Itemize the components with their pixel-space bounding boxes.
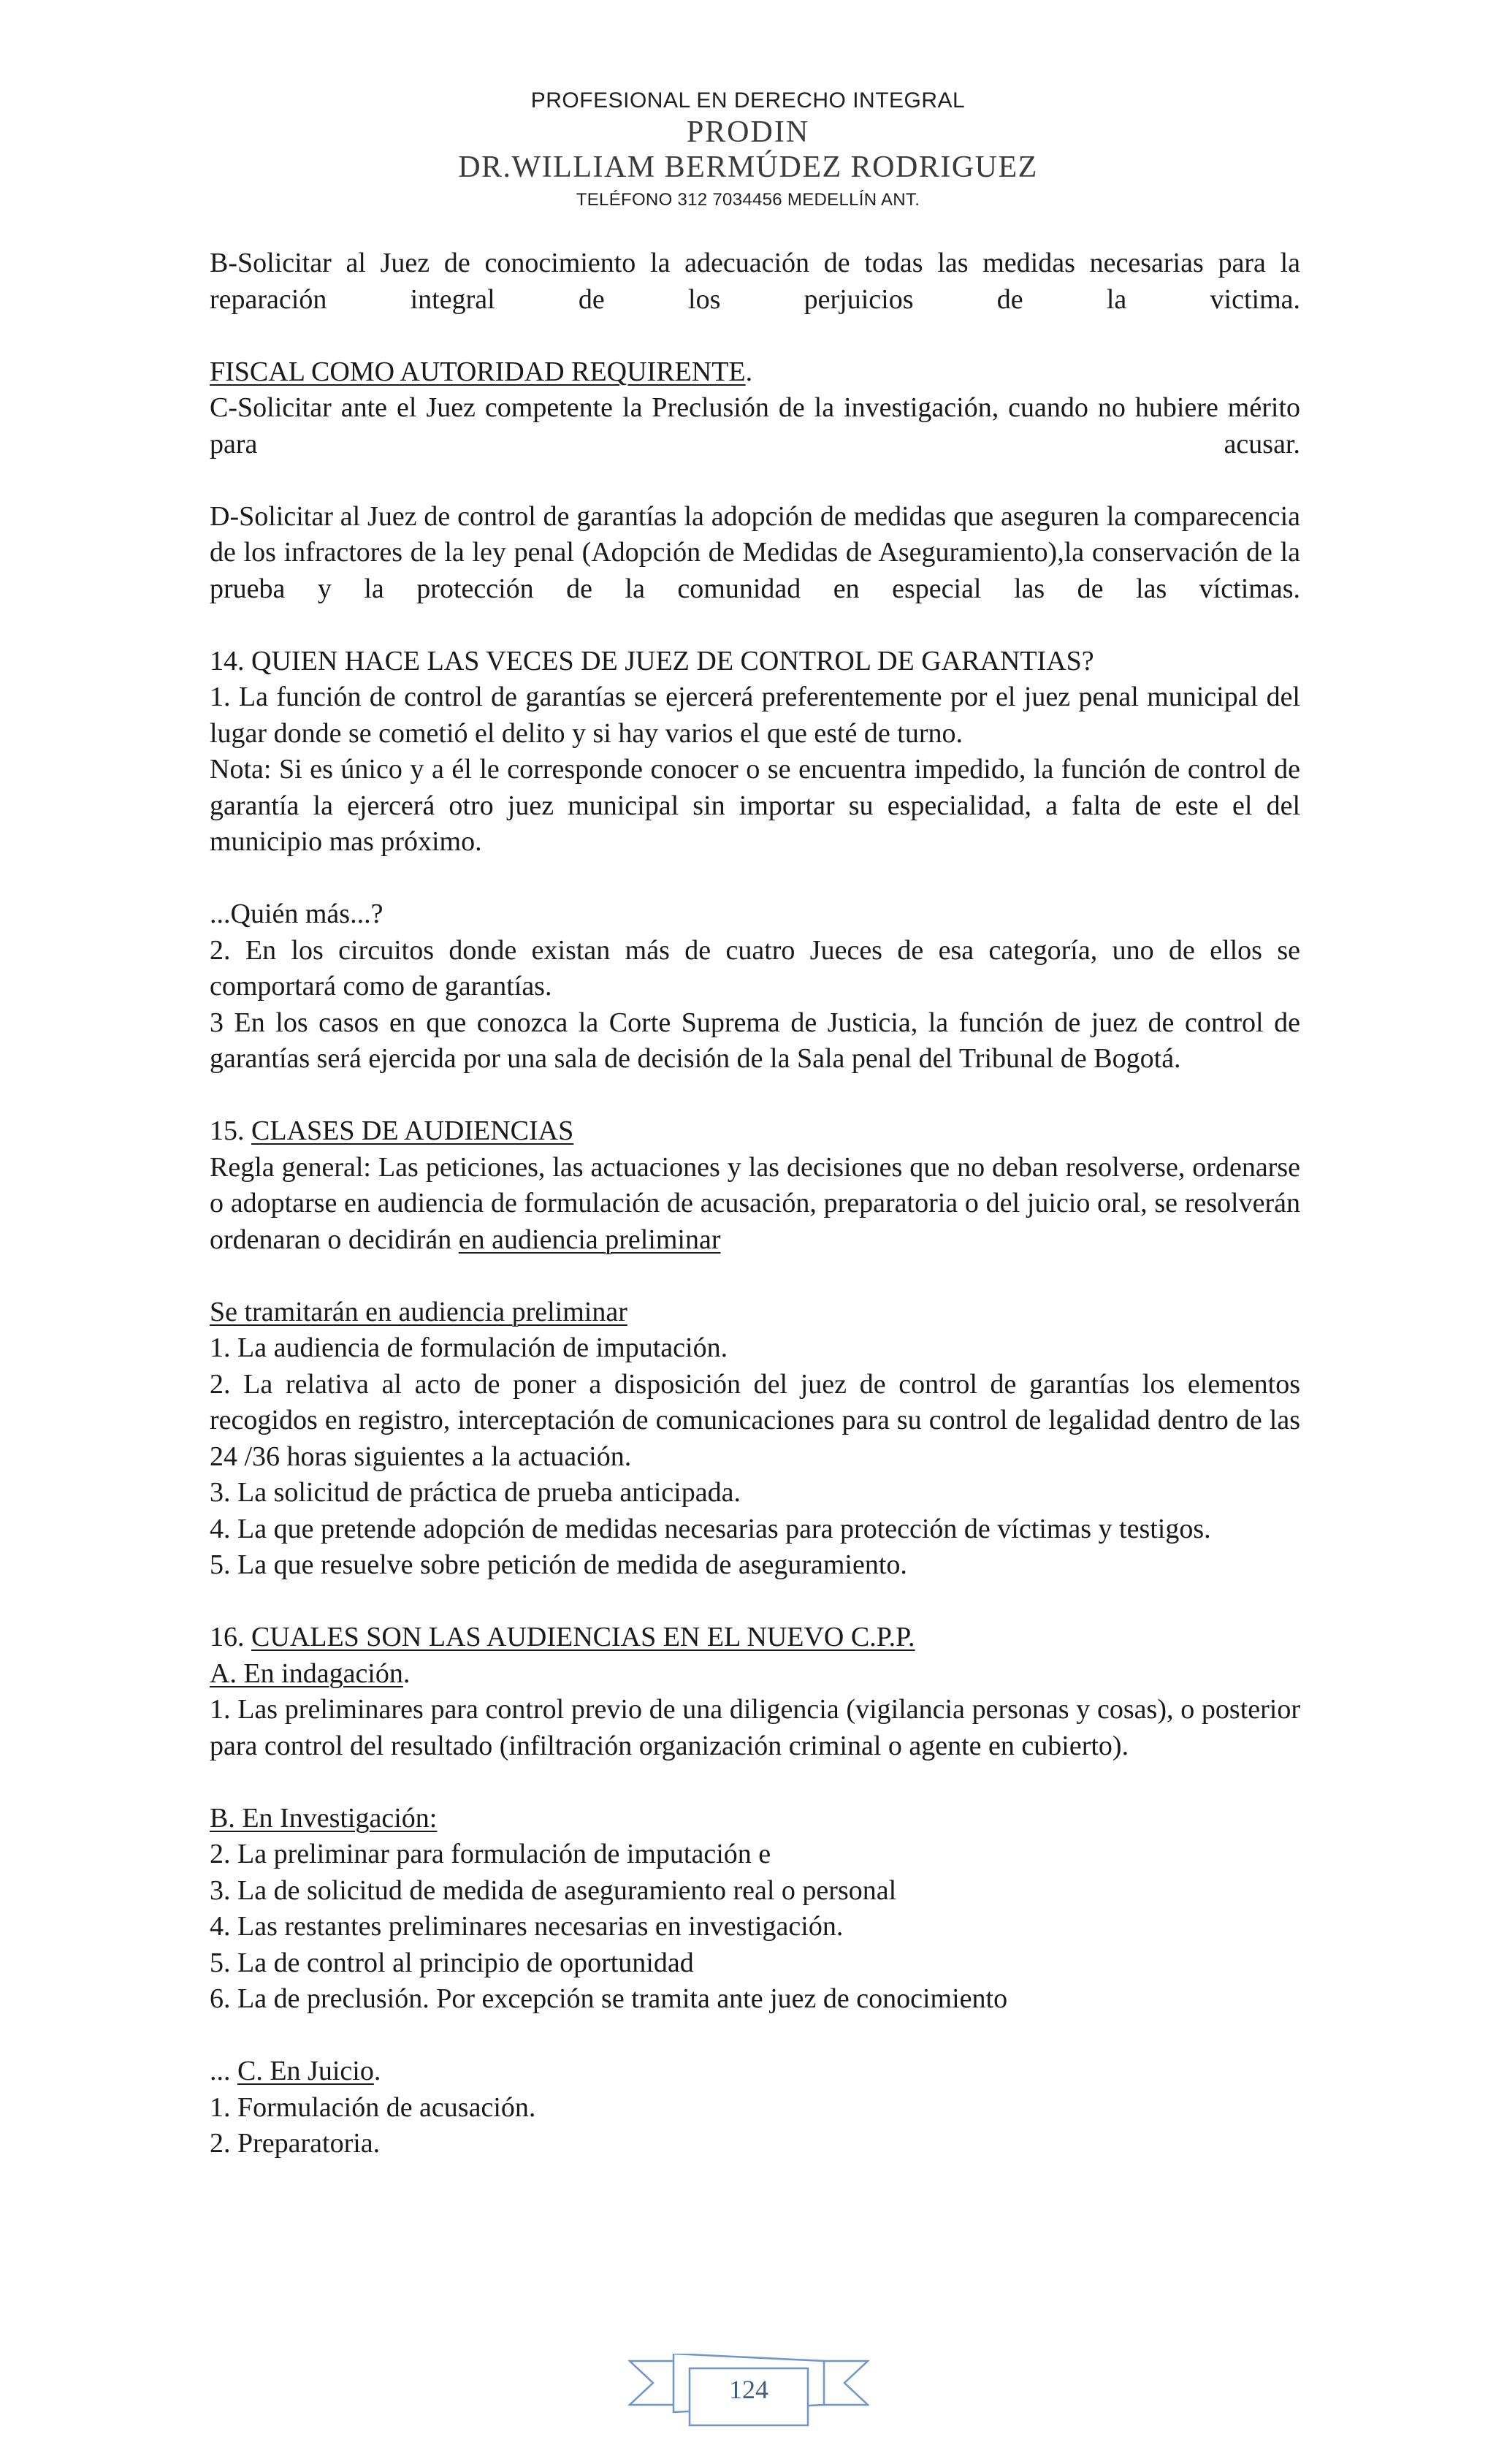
heading-fiscal: FISCAL COMO AUTORIDAD REQUIRENTE. — [210, 356, 753, 387]
paragraph-d-solicitar: D-Solicitar al Juez de control de garantías la adopción de medidas que aseguren la comparecencia de los infractores de la ley penal (Adopción de Medidas de Aseguramiento),la conservación de la prueba y la protección de la comunidad en especial las de las víctimas. — [210, 500, 1300, 604]
tramitaran-heading: Se tramitarán en audiencia preliminar — [210, 1296, 627, 1327]
question-15-title: CLASES DE AUDIENCIAS — [251, 1115, 574, 1146]
letterhead-name: DR.WILLIAM BERMÚDEZ RODRIGUEZ — [458, 150, 1038, 184]
answer-14-2: 2. En los circuitos donde existan más de cuatro Jueces de esa categoría, uno de ellos se comportará como de garantías. — [210, 934, 1300, 1002]
question-16-title: CUALES SON LAS AUDIENCIAS EN EL NUEVO C.P.P. — [251, 1622, 915, 1652]
quien-mas: ...Quién más...? — [210, 899, 383, 929]
page-number-ribbon — [628, 2354, 869, 2430]
question-15: 15. CLASES DE AUDIENCIAS — [210, 1115, 574, 1146]
tramite-item-3: 3. La solicitud de práctica de prueba anticipada. — [210, 1477, 741, 1508]
juicio-item-1: 1. Formulación de acusación. — [210, 2091, 536, 2123]
heading-investigacion: B. En Investigación: — [210, 1802, 438, 1834]
investigacion-item-2: 2. La preliminar para formulación de imputación e — [210, 1839, 771, 1869]
investigacion-item-5: 5. La de control al principio de oportunidad — [210, 1947, 694, 1978]
investigacion-item-4: 4. Las restantes preliminares necesarias en investigación. — [210, 1911, 844, 1942]
answer-14-1: 1. La función de control de garantías se ejercerá preferentemente por el juez penal municipal del lugar donde se cometió el delito y si hay varios el que esté de turno. — [210, 682, 1300, 749]
answer-14-note: Nota: Si es único y a él le corresponde conocer o se encuentra impedido, la función de control de garantía la ejercerá otro juez municipal sin importar su especialidad, a falta de este el del municipio mas próximo. — [210, 754, 1300, 857]
heading-indagacion: A. En indagación. — [210, 1658, 411, 1689]
letterhead — [0, 86, 1496, 215]
tramite-item-1: 1. La audiencia de formulación de imputación. — [210, 1332, 728, 1363]
regla-general: Regla general: Las peticiones, las actuaciones y las decisiones que no deban resolverse, ordenarse o adoptarse en audiencia de formulación de acusación, preparatoria o del juicio oral, se resolverán ordenaran o decidirán en audiencia preliminar — [210, 1151, 1300, 1255]
paragraph-b-solicitar: B-Solicitar al Juez de conocimiento la adecuación de todas las medidas necesarias para la reparación integral de los perjuicios de la victima. — [210, 248, 1300, 315]
tramite-item-4: 4. La que pretende adopción de medidas necesarias para protección de víctimas y testigos. — [210, 1513, 1211, 1544]
regla-underlined: en audiencia preliminar — [458, 1224, 721, 1255]
investigacion-item-6: 6. La de preclusión. Por excepción se tramita ante juez de conocimiento — [210, 1983, 1008, 2014]
juicio-item-2: 2. Preparatoria. — [210, 2128, 381, 2159]
question-16: 16. CUALES SON LAS AUDIENCIAS EN EL NUEVO C.P.P. — [210, 1622, 915, 1652]
page-number: 124 — [729, 2375, 768, 2404]
indagacion-item-1: 1. Las preliminares para control previo de una diligencia (vigilancia personas y cosas), o posterior para control del resultado (infiltración organización criminal o agente en cubierto). — [210, 1694, 1300, 1761]
letterhead-profession: PROFESIONAL EN DERECHO INTEGRAL — [530, 88, 966, 112]
letterhead-acronym: PRODIN — [686, 115, 810, 149]
tramite-item-5: 5. La que resuelve sobre petición de medida de aseguramiento. — [210, 1549, 907, 1580]
heading-fiscal-text: FISCAL COMO AUTORIDAD REQUIRENTE — [210, 356, 746, 387]
answer-14-3: 3 En los casos en que conozca la Corte Suprema de Justicia, la función de juez de control de garantías será ejercida por una sala de decisión de la Sala penal del Tribunal de Bogotá. — [210, 1007, 1300, 1074]
letterhead-phone: TELÉFONO 312 7034456 MEDELLÍN ANT. — [576, 190, 920, 210]
document-body — [210, 245, 1300, 2162]
investigacion-item-3: 3. La de solicitud de medida de aseguramiento real o personal — [210, 1874, 897, 1906]
heading-juicio: ... C. En Juicio. — [210, 2056, 381, 2086]
question-14: 14. QUIEN HACE LAS VECES DE JUEZ DE CONTROL DE GARANTIAS? — [210, 645, 1094, 676]
tramite-item-2: 2. La relativa al acto de poner a disposición del juez de control de garantías los elementos recogidos en registro, interceptación de comunicaciones para su control de legalidad dentro de las 24 /36 horas siguientes a la actuación. — [210, 1368, 1300, 1472]
paragraph-c-solicitar: C-Solicitar ante el Juez competente la Preclusión de la investigación, cuando no hubiere mérito para acusar. — [210, 392, 1300, 459]
